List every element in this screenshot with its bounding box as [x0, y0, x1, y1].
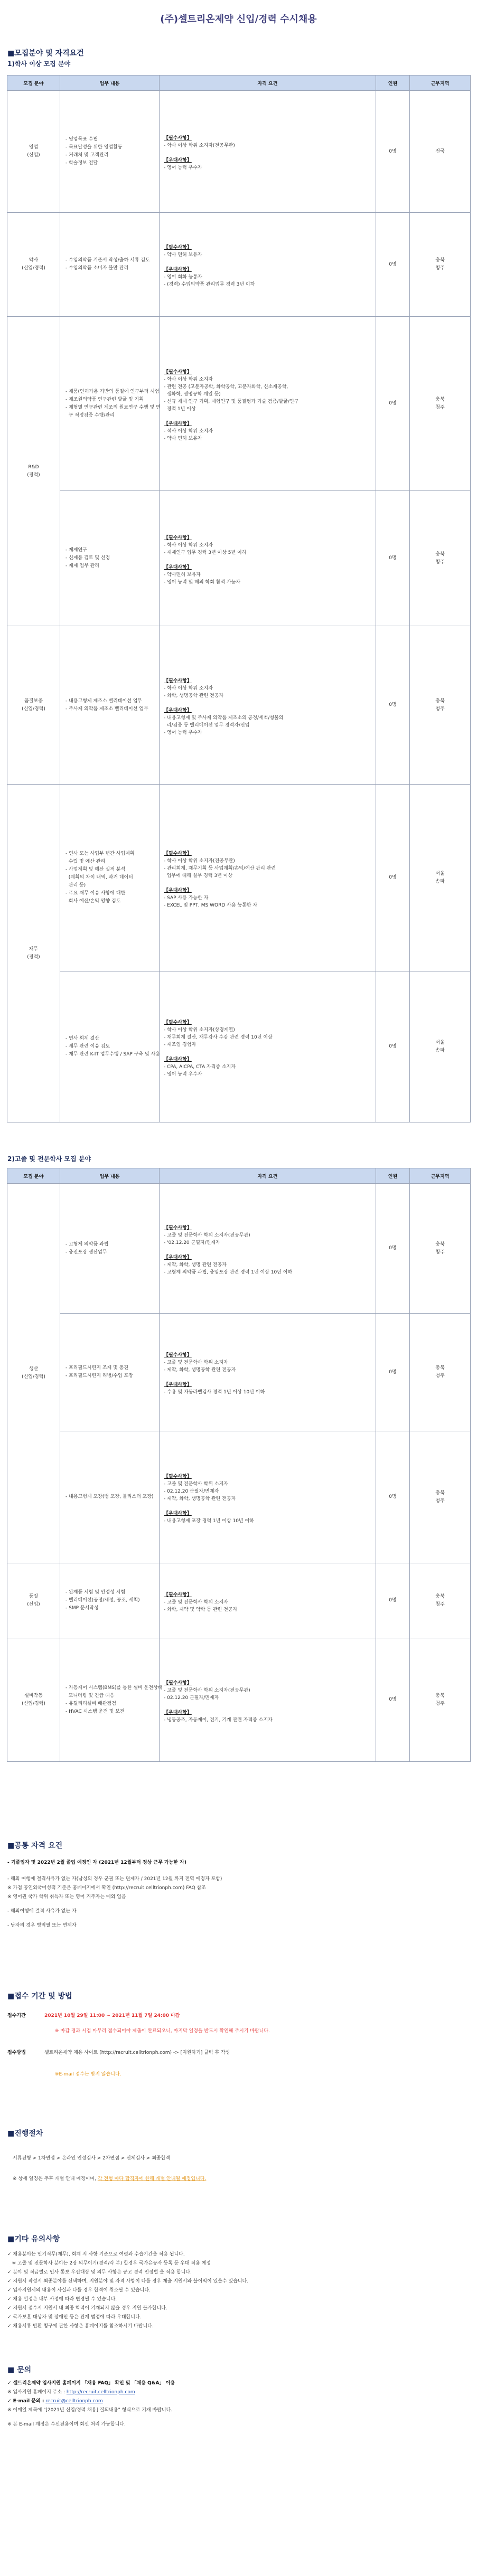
duty-line: - 영업목표 수립 — [66, 137, 98, 142]
qualification-line: - 석사 이상 학위 소지자 — [164, 428, 213, 434]
field-label: (신입) — [27, 153, 40, 158]
qualification-line: - 제조업 경험자 — [164, 1042, 197, 1048]
location-cell — [410, 1638, 471, 1762]
duty-line: - 프리필드시린지 조제 및 충진 — [66, 1365, 129, 1371]
qualification-heading: 【우대사항】 — [164, 1511, 192, 1516]
qualification-line: - 영어 능력 우수자 — [164, 730, 202, 735]
qualification-line: - 고졸 및 전문학사 학위 소지자 — [164, 1360, 228, 1365]
qualification-line: - 제약, 화학, 생명공학 관련 전공자 — [164, 1367, 236, 1373]
process-note: ※ 상세 일정은 추후 개별 안내 예정이며, — [13, 2176, 96, 2182]
qualification-heading: 【필수사항】 — [164, 1474, 192, 1479]
duties-cell — [60, 1638, 163, 1762]
note-line: ✓ 분야 및 직급별로 인사 통보 우선대상 및 의무 사항은 공고 경력 인정별 을 적용 합니다. — [7, 2270, 192, 2275]
qualification-cell — [160, 1563, 376, 1638]
qualification-line: - 영어 능력 우수자 — [164, 1071, 202, 1077]
field-label: (신입/경력) — [22, 1374, 45, 1380]
qualification-line: - 관리회계, 재무기획 등 사업계획/손익/예산 관리 관련 — [164, 865, 276, 871]
section-hs-sub: 2)고졸 및 전문학사 모집 분야 — [7, 1155, 91, 1163]
qualification-line: - 02.12.20 군필자/면제자 — [164, 1695, 219, 1701]
location-cell — [410, 1184, 471, 1314]
headcount-cell: 0명 — [376, 317, 410, 491]
headcount-cell: 0명 — [376, 626, 410, 785]
duties-cell — [60, 491, 160, 626]
table-row — [7, 91, 471, 213]
location-line: 충북 — [435, 1241, 445, 1247]
duty-line: - 내용고형제 제조소 밸리데이션 업무 — [66, 698, 143, 704]
qualification-line: - 고졸 및 전문학사 학위 소지자(전공무관) — [164, 1687, 250, 1693]
qualification-heading: 【필수사항】 — [164, 1353, 192, 1358]
location-cell — [410, 785, 471, 971]
qualification-heading: 【우대사항】 — [164, 888, 192, 893]
qualification-cell — [160, 1431, 376, 1563]
table-row — [7, 1563, 471, 1638]
note-line: ✓ 입사지원서의 내용이 사실과 다를 경우 합격이 취소될 수 있습니다. — [7, 2288, 151, 2293]
location-cell — [410, 213, 471, 317]
qualification-line: - 제제연구 업무 경력 3년 이상 5년 이하 — [164, 550, 247, 555]
duties-cell — [60, 1314, 160, 1431]
section-contact: ■ 문의 — [7, 2366, 32, 2374]
column-header: 인원 — [376, 1168, 410, 1184]
qualification-line: - 학사 이상 학위 소지자(상경계열) — [164, 1027, 235, 1033]
location-line: 송파 — [435, 1048, 445, 1053]
duty-line: - 학술정보 전달 — [66, 161, 98, 166]
location-line: 청주 — [435, 404, 445, 410]
univ-table — [7, 75, 471, 1122]
note-line: ✓ 채용분야는 인기직무(재무), 회계 지 사항 기준으로 여럿과 수습기간을 적용 됩니다. — [7, 2252, 185, 2257]
section-requirements: ■모집분야 및 자격요건 — [7, 49, 84, 58]
section-univ-sub: 1)학사 이상 모집 분야 — [7, 60, 71, 68]
contact-line3: ✓ E-mail 문의 : — [7, 2399, 44, 2404]
table-row — [7, 1431, 471, 1563]
period-block — [7, 2012, 467, 2079]
table-row — [7, 1314, 471, 1431]
table-row — [7, 213, 471, 317]
duty-line: - 사업계획 및 예산 실적 분석 — [66, 867, 126, 872]
qualification-heading: 【필수사항】 — [164, 678, 192, 684]
note-line: ✓ 채용서류 반환 청구에 관한 사항은 홈페이지를 참조하시기 바랍니다. — [7, 2324, 154, 2329]
qualification-line: - 영어 능력 및 해외 학회 참석 가능자 — [164, 579, 240, 585]
section-common: ■공통 자격 요건 — [7, 1842, 63, 1850]
qualification-line: - 학사 이상 학위 소지자 — [164, 376, 213, 382]
common-line2: - 해외 여행에 결격사유가 없는 자(남성의 경우 군필 또는 면제자 / 2021년 12월 까지 전역 예정자 포함) — [7, 1876, 222, 1882]
location-line: 충북 — [435, 1365, 445, 1371]
duties-cell — [60, 626, 160, 785]
column-header: 모집 분야 — [7, 1168, 60, 1184]
duty-line: - 내용고형제 포장(병 포장, 블리스터 포장) — [66, 1494, 154, 1499]
common-line5: - 해외여행에 결격 사유가 없는 자 — [7, 1909, 77, 1914]
location-cell — [410, 1314, 471, 1431]
contact-line4: ※ 이메일 제목에 "[2021년 신입/경력 채용] 질의내용" 형식으로 기재 바랍니다. — [7, 2408, 173, 2413]
process-steps: 서류전형 > 1차면접 > 온라인 인성검사 > 2차면접 > 신체검사 > 최종합격 — [13, 2156, 170, 2161]
period-dates: 2021년 10월 29일 11:00 ~ 2021년 11월 7일 24:00 마감 — [44, 2013, 180, 2018]
note-line: ✓ 지원서 작성시 최종분야를 선택하며, 지원분야 및 자격 사항이 다를 경우 제출 지원서와 불이익이 있을수 있습니다. — [7, 2279, 249, 2284]
qualification-line: 생화학, 생명공학 계열 등) — [164, 391, 221, 397]
qualification-heading: 【필수사항】 — [164, 851, 192, 856]
qualification-line: - 영어 능력 우수자 — [164, 165, 202, 171]
qualification-heading: 【우대사항】 — [164, 1056, 192, 1062]
location-line: 청주 — [435, 706, 445, 712]
field-cell — [7, 785, 60, 1122]
qualification-heading: 【필수사항】 — [164, 245, 192, 250]
duty-line: (계획의 차이 내역, 과거 데이터 — [66, 875, 133, 880]
field-cell — [7, 626, 60, 785]
qualification-line: - CPA, AICPA, CTA 자격증 소지자 — [164, 1064, 236, 1070]
method-text: 셀트리온제약 채용 사이트 (http://recruit.celltrionph.com) -> [지원하기] 클릭 후 작성 — [44, 2050, 230, 2055]
column-header: 모집 분야 — [7, 76, 60, 91]
field-cell — [7, 91, 60, 213]
table-row — [7, 317, 471, 491]
qualification-line: - 신규 제제 연구 기획, 제형연구 및 품질평가 기술 검증/발굴/연구 — [164, 399, 299, 404]
duty-line: - 주요 재무 이슈 사항에 대한 — [66, 891, 126, 896]
process-note-link[interactable]: 각 전형 마다 합격자에 한해 개별 안내될 예정입니다. — [97, 2176, 207, 2182]
duty-line: - 유틸리티설비 배관점검 — [66, 1701, 116, 1706]
headcount-cell: 0명 — [376, 213, 410, 317]
qualification-line: - 고졸 및 전문학사 학위 소지자 — [164, 1481, 228, 1487]
qualification-heading: 【필수사항】 — [164, 1225, 192, 1231]
qualification-heading: 【우대사항】 — [164, 421, 192, 427]
qualification-heading: 【우대사항】 — [164, 1254, 192, 1260]
location-line: 청주 — [435, 559, 445, 565]
qualification-cell — [160, 1184, 376, 1314]
qualification-cell — [160, 1314, 376, 1431]
hs-table — [7, 1168, 471, 1762]
qualification-line: - 약사 면허 보유자 — [164, 252, 202, 258]
common-line4: ※ 영어권 국가 학위 취득자 또는 영어 거주자는 예외 없음 — [7, 1894, 126, 1900]
field-label: (신입/경력) — [22, 266, 45, 271]
qualification-line — [164, 1503, 371, 1510]
qualification-line: - 영어 회화 능통자 — [164, 275, 202, 280]
location-line: 충북 — [435, 258, 445, 263]
duty-line: - 충진포장 생산업무 — [66, 1249, 107, 1255]
duties-cell — [60, 317, 160, 491]
qualification-line: - 약사 면허 보유자 — [164, 436, 202, 441]
column-header: 자격 요건 — [160, 76, 376, 91]
section-process: ■진행절차 — [7, 2129, 43, 2138]
field-label: 품질보증 — [24, 698, 43, 704]
qualification-line: - 제약, 화학, 생명 관련 전공자 — [164, 1262, 227, 1268]
note-line: ✓ 지원서 접수시 지원서 내 최종 학력이 기재되지 않을 경우 지원 불가합니다. — [7, 2306, 167, 2311]
duty-line: - 제제연구 — [66, 548, 87, 553]
qualification-heading: 【필수사항】 — [164, 369, 192, 375]
headcount-cell: 0명 — [376, 785, 410, 971]
qualification-line: - 학사 이상 학위 소지자(전공무관) — [164, 858, 235, 864]
column-header: 인원 — [376, 76, 410, 91]
qualification-line — [164, 149, 371, 157]
qualification-line: - 관련 전공 (고분자공학, 화학공학, 고분자화학, 신소재공학, — [164, 384, 288, 390]
location-line: 충북 — [435, 397, 445, 402]
duty-line: - 재무 관련 K-IT 업무수행 / SAP 구축 및 사용 — [66, 1052, 160, 1057]
duty-line: - 자동제어 시스템(BMS)를 통한 설비 운전상태 — [66, 1685, 163, 1691]
method-label: 접수방법 — [7, 2050, 26, 2055]
qualification-cell — [160, 491, 376, 626]
duties-cell — [60, 971, 160, 1122]
duties-cell — [60, 785, 160, 971]
field-label: 생산 — [29, 1366, 39, 1372]
field-label: R&D — [28, 464, 39, 470]
qualification-heading: 【필수사항】 — [164, 1592, 192, 1598]
duty-line: - 거래처 및 고객관리 — [66, 153, 109, 158]
duty-line: - 프리필드시린지 리병/수입 포장 — [66, 1373, 133, 1379]
headcount-cell: 0명 — [376, 491, 410, 626]
qualification-heading: 【우대사항】 — [164, 707, 192, 713]
location-line: 청주 — [435, 1498, 445, 1504]
location-line: 충북 — [435, 1490, 445, 1496]
duty-line: - 연사 또는 사업부 년간 사업계획 — [66, 851, 135, 856]
process-block — [7, 2154, 467, 2184]
column-header: 자격 요건 — [160, 1168, 376, 1184]
qualification-line: - EXCEL 및 PPT, MS WORD 사용 능통한 자 — [164, 902, 258, 908]
location-cell — [410, 91, 471, 213]
duty-line: - 완제품 시험 및 안정성 시험 — [66, 1590, 126, 1595]
qualification-line: - '02.12.20 군필자/면제자 — [164, 1240, 220, 1245]
duties-cell — [60, 1184, 160, 1314]
headcount-cell: 0명 — [376, 1638, 410, 1762]
qualification-cell — [160, 213, 376, 317]
duty-line: - 제품(인허가용 기반의 품질에 연구부터 시험 — [66, 389, 160, 394]
qualification-line: - SAP 사용 가능한 자 — [164, 895, 209, 901]
location-line: 청주 — [435, 1373, 445, 1379]
qualification-cell — [160, 317, 376, 491]
contact-block — [7, 2379, 467, 2429]
qualification-line — [164, 1374, 371, 1381]
qualification-heading: 【필수사항】 — [164, 535, 192, 541]
field-label: (경력) — [27, 954, 40, 960]
qualification-cell — [160, 1638, 376, 1762]
qualification-line: - 학사 이상 학위 소지자 — [164, 542, 213, 548]
duty-line: 회사 예산/손익 영향 검토 — [66, 899, 121, 904]
column-header: 근무지역 — [410, 76, 471, 91]
table-row — [7, 626, 471, 785]
qualification-heading: 【우대사항】 — [164, 1710, 192, 1715]
qualification-heading: 【우대사항】 — [164, 267, 192, 272]
table-row — [7, 1184, 471, 1314]
qualification-heading: 【필수사항】 — [164, 136, 192, 141]
qualification-cell — [160, 971, 376, 1122]
duty-line: 관리 등) — [66, 883, 86, 888]
common-line1: - 기졸업자 및 2022년 2월 졸업 예정인 자 (2021년 12월부터 정상 근무 가능한 자) — [7, 1860, 186, 1865]
location-cell — [410, 491, 471, 626]
note-line: ✓ 국가보훈 대상자 및 장애인 등은 관계 법령에 따라 우대합니다. — [7, 2315, 142, 2320]
hs-table-wrap — [7, 1168, 470, 1762]
qualification-line — [164, 1702, 371, 1709]
qualification-line: - 고졸 및 전문학사 학위 소지자(전공무관) — [164, 1232, 250, 1238]
duty-line: - 목표달성을 위한 영업활동 — [66, 145, 123, 150]
qualification-cell — [160, 626, 376, 785]
qualification-line: - 냉동공조, 자동제어, 전기, 기계 관련 자격증 소지자 — [164, 1717, 273, 1723]
qualification-line: - 고졸 및 전문학사 학위 소지자 — [164, 1599, 228, 1605]
column-header: 업무 내용 — [60, 76, 160, 91]
recruit-email-link[interactable]: recruit@celltrionph.com — [45, 2399, 103, 2404]
duty-line: - SMP 문서작성 — [66, 1606, 99, 1611]
location-line: 충북 — [435, 698, 445, 704]
headcount-cell: 0명 — [376, 1431, 410, 1563]
column-header: 근무지역 — [410, 1168, 471, 1184]
contact-line2: ※ 입사지원 홈페이지 주소 : — [7, 2390, 65, 2395]
location-line: 청주 — [435, 1249, 445, 1255]
location-cell — [410, 626, 471, 785]
field-label: 재무 — [29, 946, 39, 952]
recruit-site-link[interactable]: http://recruit.celltrionph.com — [66, 2390, 135, 2395]
duty-line: - 주사제 의약품 제조소 밸리데이션 업무 — [66, 706, 148, 712]
duty-line: - 제조원의약품 연구관련 발굴 및 기획 — [66, 397, 144, 402]
qualification-line: - 고형제 의약품 과립, 충입포장 관련 경력 1년 이상 10년 이하 — [164, 1269, 293, 1275]
duties-cell — [60, 1563, 160, 1638]
headcount-cell: 0명 — [376, 971, 410, 1122]
qualification-line — [164, 1247, 371, 1254]
qualification-line: - 내용고형제 포장 경력 1년 이상 10년 이하 — [164, 1518, 254, 1524]
duty-line: - 수입의약품 기준서 작성/출하 서류 검토 — [66, 258, 150, 263]
location-cell — [410, 317, 471, 491]
qualification-line: - (경력) 수입의약품 관리업무 경력 3년 이하 — [164, 282, 255, 287]
field-label: 영업 — [29, 145, 39, 150]
qualification-line: - 내용고형제 및 주사제 의약품 제조소의 공정/세척/청물의 — [164, 715, 284, 721]
location-line: 충북 — [435, 1593, 445, 1599]
field-label: (신입/경력) — [22, 706, 45, 712]
duty-line: 구 적정검증 수행/관리 — [66, 412, 115, 418]
qualification-line: - 수용 및 자동라벨검사 경력 1년 이상 10년 이하 — [164, 1390, 265, 1395]
duty-line: - 제형별 연구관련 제조의 원료연구 수행 및 연 — [66, 404, 161, 410]
qualification-line: - 제약, 화학, 생명공학 관련 전공자 — [164, 1496, 236, 1502]
location-line: 청주 — [435, 266, 445, 271]
table-row — [7, 1638, 471, 1762]
page-title: (주)셀트리온제약 신입/경력 수시채용 — [160, 14, 317, 25]
common-block — [7, 1858, 467, 1930]
qualification-line — [164, 1049, 371, 1056]
note-line: ※ 고졸 및 전문학사 분야는 2장 의무이기(경력/각 부) 할경우 국가유공자 등록 등 우대 적용 예정 — [7, 2261, 211, 2266]
duties-cell — [60, 91, 160, 213]
field-label: 설비작동 — [24, 1693, 43, 1699]
table-row — [7, 971, 471, 1122]
duty-line: - 수입의약품 소비자 불만 관리 — [66, 266, 129, 271]
field-label: (신입/경력) — [22, 1701, 45, 1706]
field-cell — [7, 1184, 60, 1563]
contact-line1: ✓ 셀트리온제약 입사지원 홈페이지 「채용 FAQ」 확인 및 「채용 Q&A」 이용 — [7, 2381, 175, 2386]
qualification-line: - 학사 이상 학위 소지자(전공무관) — [164, 143, 235, 148]
field-label: (경력) — [27, 472, 40, 478]
section-notes: ■기타 유의사항 — [7, 2235, 60, 2243]
period-label: 접수기간 — [7, 2013, 26, 2018]
duty-line: - HVAC 시스템 운전 및 보전 — [66, 1709, 125, 1714]
qualification-line: - 화학, 생명공학 관련 전공자 — [164, 693, 224, 699]
qualification-heading: 【우대사항】 — [164, 1382, 192, 1388]
field-cell — [7, 213, 60, 317]
qualification-line — [164, 880, 371, 887]
notes-list — [7, 2250, 467, 2331]
headcount-cell: 0명 — [376, 1184, 410, 1314]
field-cell — [7, 317, 60, 626]
location-line: 송파 — [435, 879, 445, 884]
univ-table-wrap — [7, 75, 470, 1122]
qualification-line: 리/검증 등 밸리데이션 업무 경력자/신입 — [164, 722, 250, 728]
qualification-heading: 【우대사항】 — [164, 564, 192, 570]
note-line: ✓ 채용 일정은 내부 사정에 따라 변경될 수 있습니다. — [7, 2297, 117, 2302]
qualification-line — [164, 700, 371, 707]
qualification-cell — [160, 91, 376, 213]
period-red-note: ※ 마감 경과 시점 마무리 접수되어야 제출이 완료되오니, 마지막 일정을 반드시 확인해 주시기 바랍니다. — [55, 2028, 270, 2034]
location-cell — [410, 971, 471, 1122]
qualification-line: - 약사면허 보유자 — [164, 572, 201, 578]
field-label: 약사 — [29, 258, 39, 263]
duty-line: - 밸리데이션(공정/세정, 공조, 세척) — [66, 1598, 140, 1603]
period-orange-note: ※E-mail 접수는 받지 않습니다. — [55, 2072, 121, 2077]
location-cell — [410, 1431, 471, 1563]
duties-cell — [60, 1431, 160, 1563]
duty-line: - 고형제 의약품 과립 — [66, 1241, 109, 1247]
qualification-line — [164, 556, 371, 564]
common-line6: - 남자의 경우 병역필 또는 면제자 — [7, 1923, 77, 1928]
duty-line: - 세무 관련 이슈 검토 — [66, 1044, 110, 1049]
field-label: (신입) — [27, 1601, 40, 1607]
qualification-cell — [160, 785, 376, 971]
duty-line: 수립 및 예산 관리 — [66, 859, 106, 864]
field-label: 품질 — [29, 1593, 39, 1599]
qualification-line: - 화학, 제약 및 약학 등 관련 전공자 — [164, 1607, 238, 1612]
qualification-line: - 학사 이상 학위 소지자 — [164, 685, 213, 691]
qualification-line: - 재무회계 결산, 재무감사 수감 관련 경력 10년 이상 — [164, 1034, 273, 1040]
location-line: 전국 — [435, 148, 445, 154]
table-row — [7, 785, 471, 971]
qualification-line: 경력 1년 이상 — [164, 406, 196, 412]
qualification-line — [164, 259, 371, 266]
table-row — [7, 491, 471, 626]
location-line: 충북 — [435, 551, 445, 557]
duties-cell — [60, 213, 160, 317]
headcount-cell: 0명 — [376, 1563, 410, 1638]
duty-line: 모니터링 및 긴급 대응 — [66, 1693, 115, 1699]
qualification-heading: 【우대사항】 — [164, 158, 192, 163]
duty-line: - 연사 회계 결산 — [66, 1036, 99, 1041]
field-cell — [7, 1638, 60, 1762]
common-line3: ※ 가점 공인외국어성적 기준은 홈페이지에서 확인 (http://recruit.celltrionph.com) FAQ 참조 — [7, 1885, 206, 1891]
headcount-cell: 0명 — [376, 1314, 410, 1431]
duty-line: - 신제품 검토 및 선정 — [66, 555, 110, 561]
field-cell — [7, 1563, 60, 1638]
location-line: 청주 — [435, 1701, 445, 1706]
column-header: 업무 내용 — [60, 1168, 160, 1184]
location-line: 충북 — [435, 1693, 445, 1699]
qualification-line — [164, 413, 371, 420]
duty-line: - 제제 업무 관리 — [66, 563, 99, 569]
section-period: ■접수 기간 및 방법 — [7, 1992, 72, 2001]
qualification-line: - 02.12.20 군필자/면제자 — [164, 1488, 219, 1494]
qualification-heading: 【필수사항】 — [164, 1020, 192, 1025]
location-line: 서울 — [435, 871, 445, 876]
location-cell — [410, 1563, 471, 1638]
headcount-cell: 0명 — [376, 91, 410, 213]
location-line: 서울 — [435, 1040, 445, 1045]
qualification-line: 업무에 대해 실무 경력 3년 이상 — [164, 873, 233, 879]
contact-line5: ※ 본 E-mail 계정은 수신전용이며 회신 처리 가능합니다. — [7, 2422, 126, 2427]
location-line: 청주 — [435, 1601, 445, 1607]
qualification-heading: 【필수사항】 — [164, 1680, 192, 1686]
